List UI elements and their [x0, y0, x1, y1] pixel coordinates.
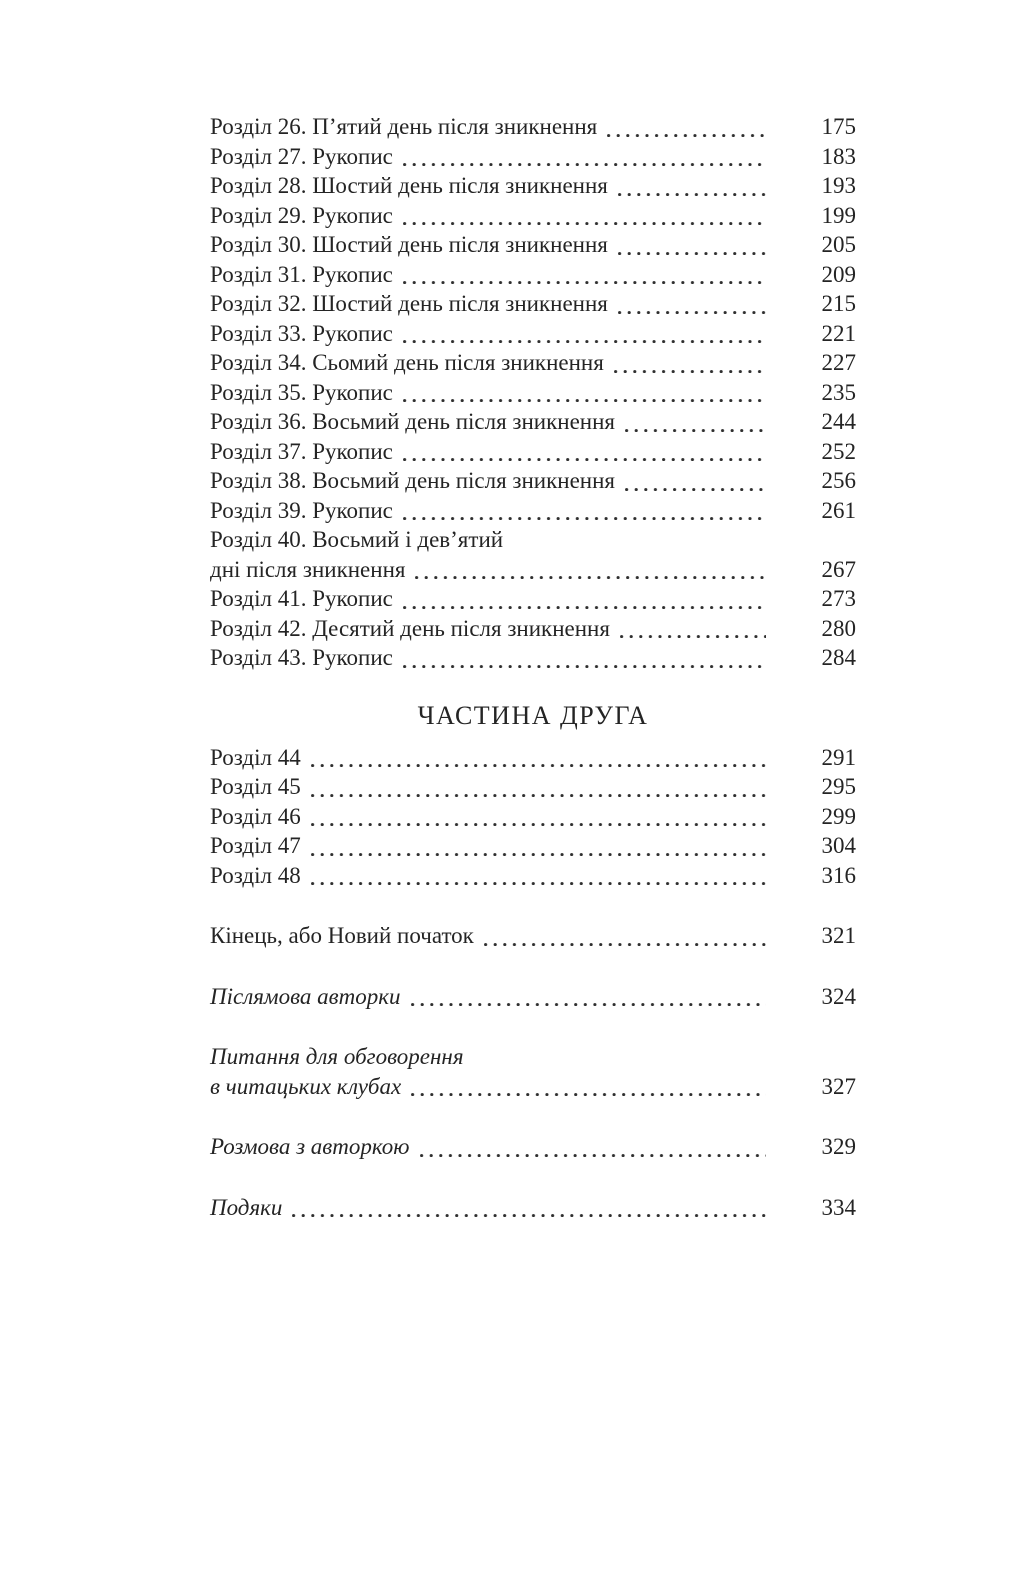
dot-leader — [395, 201, 768, 231]
toc-entry-label: Розділ 35. Рукопис — [210, 379, 393, 405]
toc-entry-label: Розмова з авторкою — [210, 1134, 410, 1159]
page-number: 221 — [821, 320, 856, 346]
toc-entry-row — [210, 496, 856, 526]
dot-leader — [395, 260, 768, 290]
toc-entry — [210, 230, 856, 260]
toc-entry — [210, 643, 856, 673]
toc-entry-row — [210, 142, 856, 172]
toc-entry-row — [210, 831, 856, 861]
toc-entry-row — [210, 437, 856, 467]
toc-part2-list — [210, 743, 856, 891]
dot-leader — [395, 319, 768, 349]
toc-entry-label: Кінець, або Новий початок — [210, 923, 474, 948]
toc-entry-label: Розділ 28. Шостий день після зникнення — [210, 173, 608, 198]
toc-entry — [210, 201, 856, 231]
toc-entry — [210, 437, 856, 467]
toc-entry — [210, 407, 856, 437]
dot-leader — [610, 171, 768, 201]
dot-leader — [610, 230, 768, 260]
toc-entry — [210, 831, 856, 861]
dot-leader — [606, 348, 768, 378]
toc-entry-label: Розділ 46 — [210, 803, 301, 829]
toc-entry-row — [210, 1132, 856, 1162]
dot-leader — [617, 466, 768, 496]
toc-entry-label: Розділ 44 — [210, 744, 301, 770]
toc-entry-row — [210, 982, 856, 1012]
toc-entry-label: Розділ 31. Рукопис — [210, 261, 393, 287]
toc-entry-label: Подяки — [210, 1194, 283, 1220]
toc-entry-label: Розділ 47 — [210, 833, 301, 858]
toc-entry-row — [210, 289, 856, 319]
toc-entry — [210, 584, 856, 614]
page-number: 273 — [821, 586, 856, 611]
dot-leader — [284, 1193, 768, 1223]
page-number: 284 — [821, 645, 856, 670]
dot-leader — [610, 289, 768, 319]
page-number: 209 — [821, 261, 856, 287]
toc-entry-row — [210, 171, 856, 201]
toc-entry-row — [210, 802, 856, 832]
dot-leader — [303, 743, 768, 773]
toc-entry-label: Розділ 43. Рукопис — [210, 645, 393, 670]
toc-entry — [210, 319, 856, 349]
toc-entry-label: Розділ 27. Рукопис — [210, 143, 393, 169]
toc-entry-row — [210, 230, 856, 260]
dot-leader — [617, 407, 768, 437]
dot-leader — [403, 982, 768, 1012]
page-number: 256 — [821, 468, 856, 493]
dot-leader — [599, 112, 768, 142]
toc-entry — [210, 348, 856, 378]
toc-entry-label: Розділ 45 — [210, 774, 301, 799]
toc-entry — [210, 171, 856, 201]
dot-leader — [303, 802, 768, 832]
page-number: 175 — [821, 114, 856, 139]
page-number: 329 — [821, 1134, 856, 1159]
dot-leader — [395, 643, 768, 673]
toc-entry-label: Розділ 37. Рукопис — [210, 438, 393, 464]
page-number: 334 — [821, 1194, 856, 1220]
toc-entry-row — [210, 555, 856, 585]
dot-leader — [407, 555, 768, 585]
part-two-heading: ЧАСТИНА ДРУГА — [417, 700, 649, 730]
toc-entry-row — [210, 584, 856, 614]
toc-entry-row — [210, 743, 856, 773]
page-number: 215 — [821, 291, 856, 316]
toc-entry — [210, 802, 856, 832]
toc-entry-first-line: Розділ 40. Восьмий і дев’ятий — [210, 527, 504, 552]
toc-part1-list — [210, 112, 856, 673]
dot-leader — [395, 496, 768, 526]
toc-entry — [210, 743, 856, 773]
toc-entry-row — [210, 260, 856, 290]
toc-entry-row — [210, 1193, 856, 1223]
toc-entry-row — [210, 466, 856, 496]
page-number: 299 — [821, 803, 856, 829]
toc-entry-row — [210, 921, 856, 951]
toc-entry-label: Розділ 34. Сьомий день після зникнення — [210, 350, 604, 375]
toc-entry-row — [210, 643, 856, 673]
table-of-contents — [210, 112, 856, 1222]
toc-entry — [210, 112, 856, 142]
toc-entry-row — [210, 378, 856, 408]
toc-entry — [210, 1193, 856, 1223]
page-number: 205 — [821, 232, 856, 257]
page-number: 193 — [821, 173, 856, 198]
toc-entry-row — [210, 201, 856, 231]
page-number: 324 — [821, 983, 856, 1009]
dot-leader — [303, 831, 768, 861]
page-number: 304 — [821, 833, 856, 858]
toc-entry-label: Розділ 48 — [210, 862, 301, 888]
toc-entry-row — [210, 614, 856, 644]
toc-entry-row — [210, 407, 856, 437]
toc-entry — [210, 466, 856, 496]
toc-entry — [210, 378, 856, 408]
dot-leader — [403, 1072, 768, 1102]
toc-entry — [210, 772, 856, 802]
toc-entry-label: Розділ 36. Восьмий день після зникнення — [210, 409, 616, 434]
dot-leader — [395, 142, 768, 172]
toc-entry-label: Розділ 38. Восьмий день після зникнення — [210, 468, 616, 493]
dot-leader — [395, 584, 768, 614]
page-number: 327 — [821, 1073, 856, 1099]
dot-leader — [476, 921, 768, 951]
toc-entry-row — [210, 861, 856, 891]
toc-entry-row — [210, 348, 856, 378]
page-number: 291 — [821, 744, 856, 770]
toc-entry-first-line: Питання для обговорення — [210, 1044, 464, 1069]
page-number: 252 — [821, 438, 856, 464]
toc-entry-row — [210, 112, 856, 142]
page-number: 227 — [821, 350, 856, 375]
toc-entry-label: Розділ 30. Шостий день після зникнення — [210, 232, 608, 257]
toc-entry-label: дні після зникнення — [210, 556, 406, 582]
toc-back-matter-list — [210, 921, 856, 1222]
page-number: 267 — [821, 556, 856, 582]
toc-entry-label: Розділ 33. Рукопис — [210, 320, 393, 346]
toc-entry — [210, 982, 856, 1012]
toc-entry-label: Розділ 26. П’ятий день після зникнення — [210, 114, 598, 139]
dot-leader — [395, 437, 768, 467]
toc-entry-row — [210, 772, 856, 802]
page-number: 316 — [821, 862, 856, 888]
toc-entry-row — [210, 319, 856, 349]
page-number: 280 — [821, 615, 856, 641]
toc-entry-label: Післямова авторки — [210, 983, 401, 1009]
page-number: 244 — [821, 409, 856, 434]
dot-leader — [303, 772, 768, 802]
toc-entry — [210, 260, 856, 290]
toc-entry-label: Розділ 29. Рукопис — [210, 202, 393, 228]
page-number: 295 — [821, 774, 856, 799]
toc-entry-label: Розділ 32. Шостий день після зникнення — [210, 291, 608, 316]
toc-entry — [210, 1132, 856, 1162]
toc-entry — [210, 1042, 856, 1101]
toc-entry-label: в читацьких клубах — [210, 1073, 402, 1099]
dot-leader — [612, 614, 768, 644]
toc-entry-label: Розділ 41. Рукопис — [210, 586, 393, 611]
dot-leader — [412, 1132, 769, 1162]
toc-entry — [210, 289, 856, 319]
dot-leader — [303, 861, 768, 891]
toc-entry — [210, 142, 856, 172]
dot-leader — [395, 378, 768, 408]
toc-entry — [210, 614, 856, 644]
page-number: 235 — [821, 379, 856, 405]
toc-entry — [210, 525, 856, 584]
page-number: 199 — [821, 202, 856, 228]
toc-entry — [210, 861, 856, 891]
toc-entry-row — [210, 1072, 856, 1102]
page-number: 321 — [821, 923, 856, 948]
toc-entry-label: Розділ 39. Рукопис — [210, 497, 393, 523]
page-number: 261 — [821, 497, 856, 523]
page-number: 183 — [821, 143, 856, 169]
toc-entry — [210, 496, 856, 526]
toc-entry — [210, 921, 856, 951]
toc-entry-label: Розділ 42. Десятий день після зникнення — [210, 615, 610, 641]
